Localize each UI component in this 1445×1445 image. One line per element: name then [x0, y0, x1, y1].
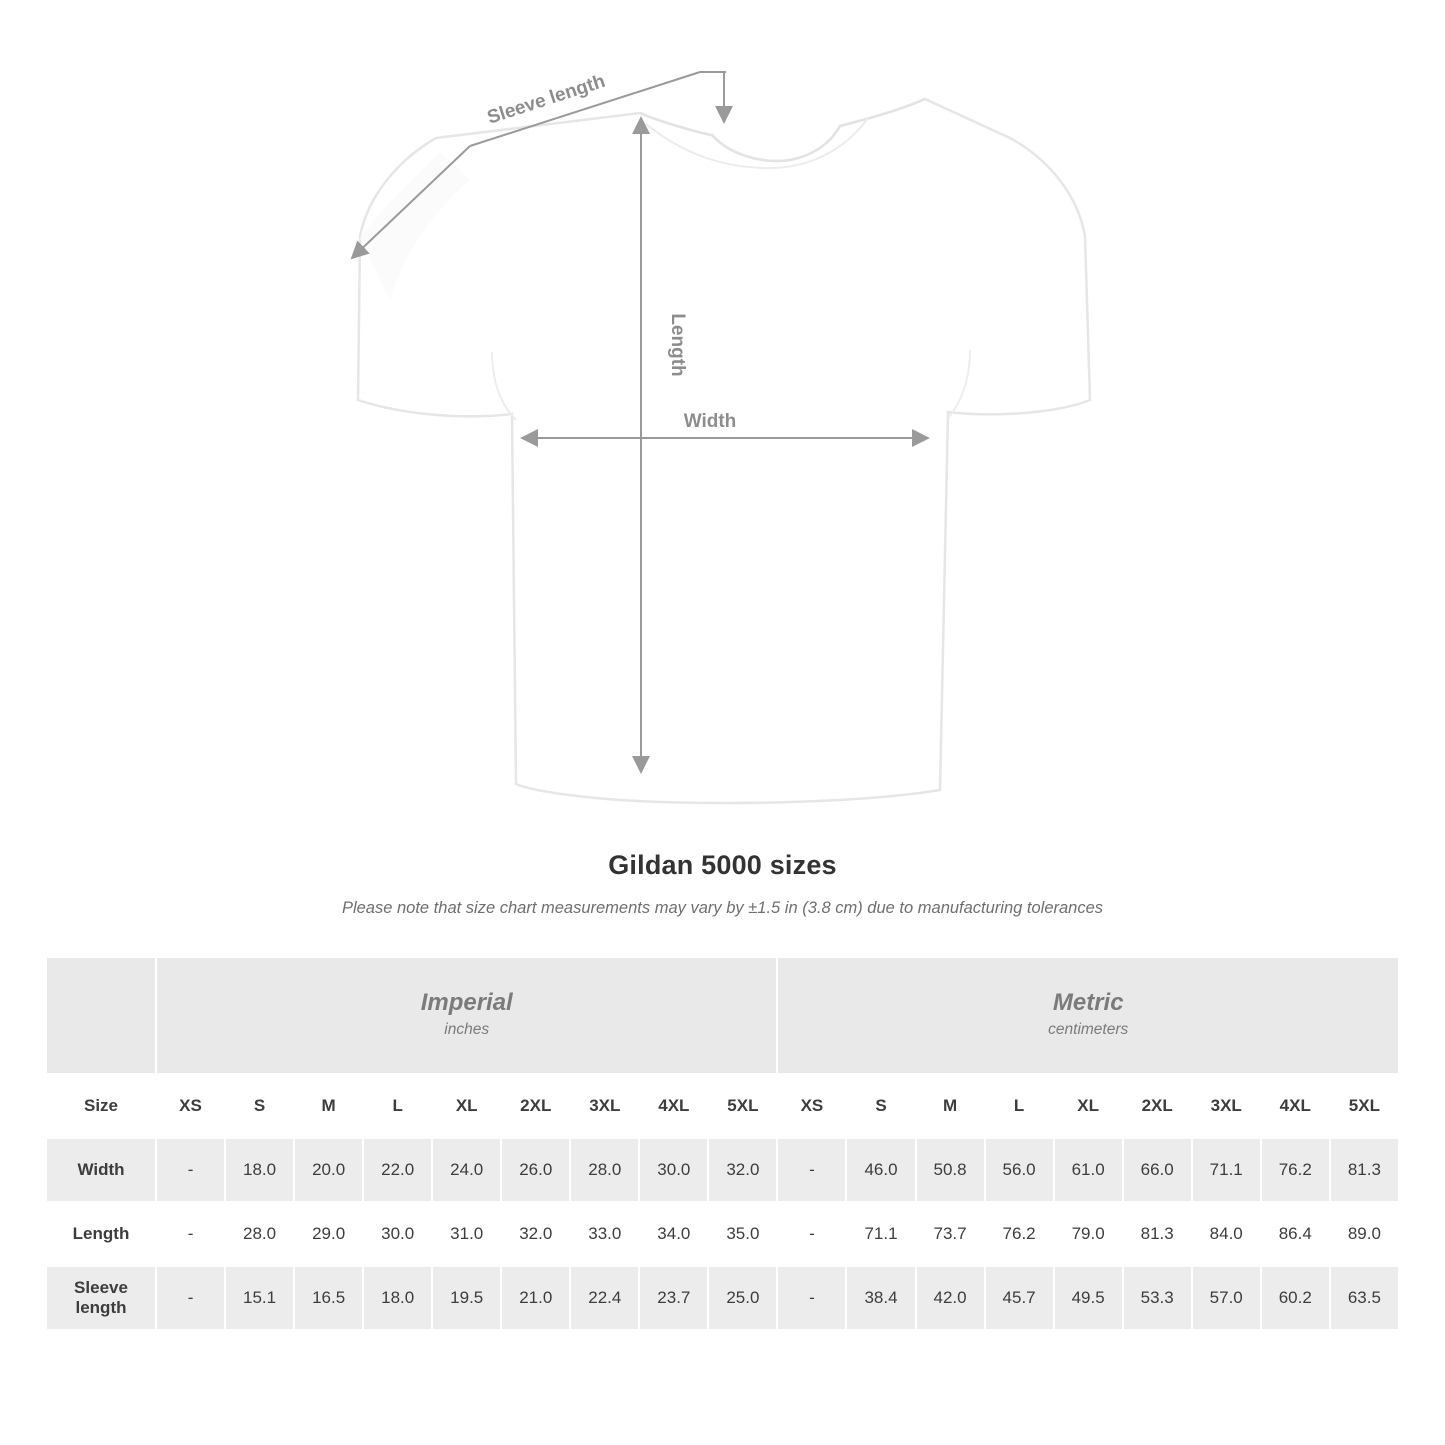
header-size-imperial-s: S — [225, 1074, 294, 1138]
unit-imperial-sub: inches — [444, 1021, 490, 1039]
cell-length-metric-l: 76.2 — [985, 1202, 1054, 1266]
row-label-width: Width — [46, 1138, 156, 1202]
cell-sleeve-imperial-xl: 19.5 — [432, 1266, 501, 1330]
cell-length-metric-3xl: 84.0 — [1192, 1202, 1261, 1266]
cell-sleeve-metric-2xl: 53.3 — [1123, 1266, 1192, 1330]
cell-sleeve-metric-s: 38.4 — [846, 1266, 915, 1330]
cell-width-metric-5xl: 81.3 — [1330, 1138, 1399, 1202]
size-table-wrapper — [0, 918, 1445, 1331]
cell-length-metric-5xl: 89.0 — [1330, 1202, 1399, 1266]
cell-length-metric-4xl: 86.4 — [1261, 1202, 1330, 1266]
tshirt-shape — [358, 99, 1090, 803]
size-header-row — [46, 1074, 1399, 1138]
cell-sleeve-imperial-m: 16.5 — [294, 1266, 363, 1330]
cell-sleeve-metric-l: 45.7 — [985, 1266, 1054, 1330]
cell-length-imperial-5xl: 35.0 — [708, 1202, 777, 1266]
cell-width-metric-xs: - — [777, 1138, 846, 1202]
unit-metric-sub: centimeters — [1048, 1021, 1129, 1039]
row-label-sleeve-length: Sleeve length — [46, 1266, 156, 1330]
cell-sleeve-imperial-2xl: 21.0 — [501, 1266, 570, 1330]
cell-sleeve-imperial-l: 18.0 — [363, 1266, 432, 1330]
cell-length-imperial-3xl: 33.0 — [570, 1202, 639, 1266]
header-size-imperial-5xl: 5XL — [708, 1074, 777, 1138]
cell-length-imperial-xs: - — [156, 1202, 225, 1266]
cell-width-imperial-4xl: 30.0 — [639, 1138, 708, 1202]
page-title: Gildan 5000 sizes — [608, 850, 837, 880]
header-size-metric-m: M — [916, 1074, 985, 1138]
cell-width-imperial-l: 22.0 — [363, 1138, 432, 1202]
cell-sleeve-imperial-4xl: 23.7 — [639, 1266, 708, 1330]
sleeve-length-label: Sleeve length — [484, 70, 608, 129]
cell-length-imperial-l: 30.0 — [363, 1202, 432, 1266]
width-label: Width — [683, 411, 737, 432]
header-size-imperial-m: M — [294, 1074, 363, 1138]
header-size-label: Size — [46, 1074, 156, 1138]
cell-sleeve-imperial-xs: - — [156, 1266, 225, 1330]
tolerance-note: Please note that size chart measurements may vary by ±1.5 in (3.8 cm) due to manufacturing tolerances — [341, 899, 1104, 917]
cell-width-metric-4xl: 76.2 — [1261, 1138, 1330, 1202]
unit-metric-name: Metric — [1052, 989, 1124, 1017]
header-size-metric-s: S — [846, 1074, 915, 1138]
cell-width-metric-2xl: 66.0 — [1123, 1138, 1192, 1202]
header-size-metric-l: L — [985, 1074, 1054, 1138]
cell-width-imperial-2xl: 26.0 — [501, 1138, 570, 1202]
header-size-metric-4xl: 4XL — [1261, 1074, 1330, 1138]
header-size-metric-xl: XL — [1054, 1074, 1123, 1138]
cell-length-metric-2xl: 81.3 — [1123, 1202, 1192, 1266]
header-size-metric-2xl: 2XL — [1123, 1074, 1192, 1138]
cell-length-imperial-m: 29.0 — [294, 1202, 363, 1266]
header-size-metric-5xl: 5XL — [1330, 1074, 1399, 1138]
cell-length-metric-xs: - — [777, 1202, 846, 1266]
cell-width-metric-l: 56.0 — [985, 1138, 1054, 1202]
cell-length-imperial-s: 28.0 — [225, 1202, 294, 1266]
unit-head-metric — [777, 957, 1399, 1074]
unit-imperial-name: Imperial — [420, 989, 513, 1017]
cell-sleeve-metric-5xl: 63.5 — [1330, 1266, 1399, 1330]
header-size-imperial-xl: XL — [432, 1074, 501, 1138]
cell-length-imperial-4xl: 34.0 — [639, 1202, 708, 1266]
header-size-metric-xs: XS — [777, 1074, 846, 1138]
cell-sleeve-metric-xs: - — [777, 1266, 846, 1330]
cell-sleeve-imperial-5xl: 25.0 — [708, 1266, 777, 1330]
cell-width-imperial-m: 20.0 — [294, 1138, 363, 1202]
header-size-imperial-xs: XS — [156, 1074, 225, 1138]
cell-width-imperial-3xl: 28.0 — [570, 1138, 639, 1202]
cell-sleeve-metric-3xl: 57.0 — [1192, 1266, 1261, 1330]
cell-width-imperial-xl: 24.0 — [432, 1138, 501, 1202]
cell-width-metric-xl: 61.0 — [1054, 1138, 1123, 1202]
header-size-metric-3xl: 3XL — [1192, 1074, 1261, 1138]
row-label-length: Length — [46, 1202, 156, 1266]
cell-width-imperial-xs: - — [156, 1138, 225, 1202]
cell-sleeve-metric-m: 42.0 — [916, 1266, 985, 1330]
cell-sleeve-metric-4xl: 60.2 — [1261, 1266, 1330, 1330]
size-table — [45, 956, 1400, 1331]
unit-head-empty — [46, 957, 156, 1074]
cell-sleeve-imperial-3xl: 22.4 — [570, 1266, 639, 1330]
cell-width-imperial-s: 18.0 — [225, 1138, 294, 1202]
cell-length-imperial-2xl: 32.0 — [501, 1202, 570, 1266]
length-label: Length — [667, 313, 688, 377]
table-row-length — [46, 1202, 1399, 1266]
header-size-imperial-4xl: 4XL — [639, 1074, 708, 1138]
cell-length-metric-m: 73.7 — [916, 1202, 985, 1266]
cell-width-imperial-5xl: 32.0 — [708, 1138, 777, 1202]
header-size-imperial-2xl: 2XL — [501, 1074, 570, 1138]
cell-width-metric-3xl: 71.1 — [1192, 1138, 1261, 1202]
cell-width-metric-s: 46.0 — [846, 1138, 915, 1202]
header-size-imperial-l: L — [363, 1074, 432, 1138]
unit-header-row — [46, 957, 1399, 1074]
cell-sleeve-metric-xl: 49.5 — [1054, 1266, 1123, 1330]
cell-width-metric-m: 50.8 — [916, 1138, 985, 1202]
cell-sleeve-imperial-s: 15.1 — [225, 1266, 294, 1330]
table-row-sleeve-length — [46, 1266, 1399, 1330]
cell-length-metric-s: 71.1 — [846, 1202, 915, 1266]
table-row-width — [46, 1138, 1399, 1202]
cell-length-imperial-xl: 31.0 — [432, 1202, 501, 1266]
cell-length-metric-xl: 79.0 — [1054, 1202, 1123, 1266]
header-size-imperial-3xl: 3XL — [570, 1074, 639, 1138]
unit-head-imperial — [156, 957, 777, 1074]
